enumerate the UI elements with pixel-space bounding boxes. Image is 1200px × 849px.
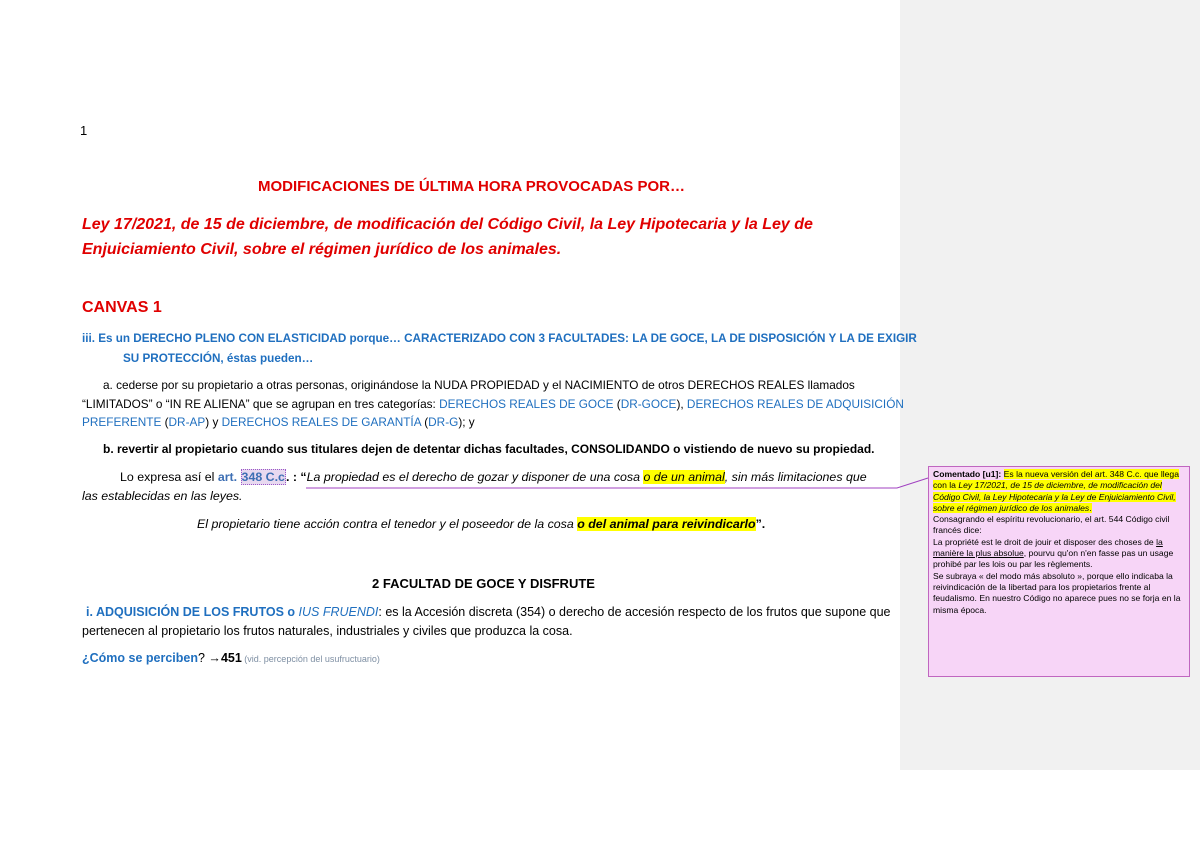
comment-main: Comentado [u1]: Es la nueva versión del art. 348 C.c. que llega con la Ley 17/2021, de 15 de diciembre, de modificación del Código Civil, la Ley Hipotecaria y la Ley de Enjuiciamiento Civil, sobre el régimen jurídico de los animales. xyxy=(933,469,1179,513)
comment-p3: Se subraya « del modo más absoluto », porque ello indicaba la reivindicación de la libertad para los propietarios frente al feudalismo. En nuestro Código no aparece pues no se forja en la misma época. xyxy=(933,570,1181,615)
iii-line1: iii. Es un DERECHO PLENO CON ELASTICIDAD porque… CARACTERIZADO CON 3 FACULTADES: LA DE GOCE, LA DE DISPOSICIÓN Y LA DE EXIGIR xyxy=(82,332,917,345)
quote-line2: las establecidas en las leyes. xyxy=(82,489,243,503)
quote-line3: El propietario tiene acción contra el tenedor y el poseedor de la cosa o del animal para reivindicarlo”. xyxy=(197,517,766,531)
comment-p2: La propriété est le droit de jouir et disposer des choses de la manière la plus absolue, pourvu qu'on n'en fasse pas un usage prohibé par les lois ou par les règlements. xyxy=(933,536,1174,570)
page-title: MODIFICACIONES DE ÚLTIMA HORA PROVOCADAS POR… xyxy=(258,178,685,195)
page-number: 1 xyxy=(80,123,88,138)
section-2-heading: 2 FACULTAD DE GOCE Y DISFRUTE xyxy=(372,576,595,591)
item-a-line2: “LIMITADOS” o “IN RE ALIENA” que se agrupan en tres categorías: DERECHOS REALES DE GOCE (DR-GOCE), DERECHOS REALES DE ADQUISICIÓN xyxy=(82,397,904,411)
item-a-line1: a. cederse por su propietario a otras personas, originándose la NUDA PROPIEDAD y el NACIMIENTO de otros DERECHOS REALES llamados xyxy=(103,378,855,392)
quote-line1: Lo expresa así el art. 348 C.c. : “La propiedad es el derecho de gozar y disponer de una cosa o de un animal, sin más limitaciones que xyxy=(120,470,867,484)
comment-balloon[interactable] xyxy=(928,466,1190,677)
comment-p1: Consagrando el espíritu revolucionario, el art. 544 Código civil francés dice: xyxy=(933,514,1170,536)
item-i-line1: i. ADQUISICIÓN DE LOS FRUTOS o IUS FRUENDI: es la Accesión discreta (354) o derecho de accesión respecto de los frutos que supone que xyxy=(86,605,891,619)
canvas-heading: CANVAS 1 xyxy=(82,299,162,316)
como-se-perciben: ¿Cómo se perciben? →451 (vid. percepción del usufructuario) xyxy=(82,651,380,665)
item-a-line3: PREFERENTE (DR-AP) y DERECHOS REALES DE GARANTÍA (DR-G); y xyxy=(82,415,475,429)
law-title-line2: Enjuiciamiento Civil, sobre el régimen jurídico de los animales. xyxy=(82,241,562,258)
commented-reference[interactable]: 348 C.c xyxy=(241,470,285,484)
law-title-line1: Ley 17/2021, de 15 de diciembre, de modificación del Código Civil, la Ley Hipotecaria y la Ley de xyxy=(82,216,813,233)
iii-line2: SU PROTECCIÓN, éstas pueden… xyxy=(123,352,314,365)
item-i-line2: pertenecen al propietario los frutos naturales, industriales y civiles que produzca la cosa. xyxy=(82,624,573,638)
item-b: b. revertir al propietario cuando sus titulares dejen de detentar dichas facultades, CONSOLIDANDO o vistiendo de nuevo su propiedad. xyxy=(103,442,875,456)
